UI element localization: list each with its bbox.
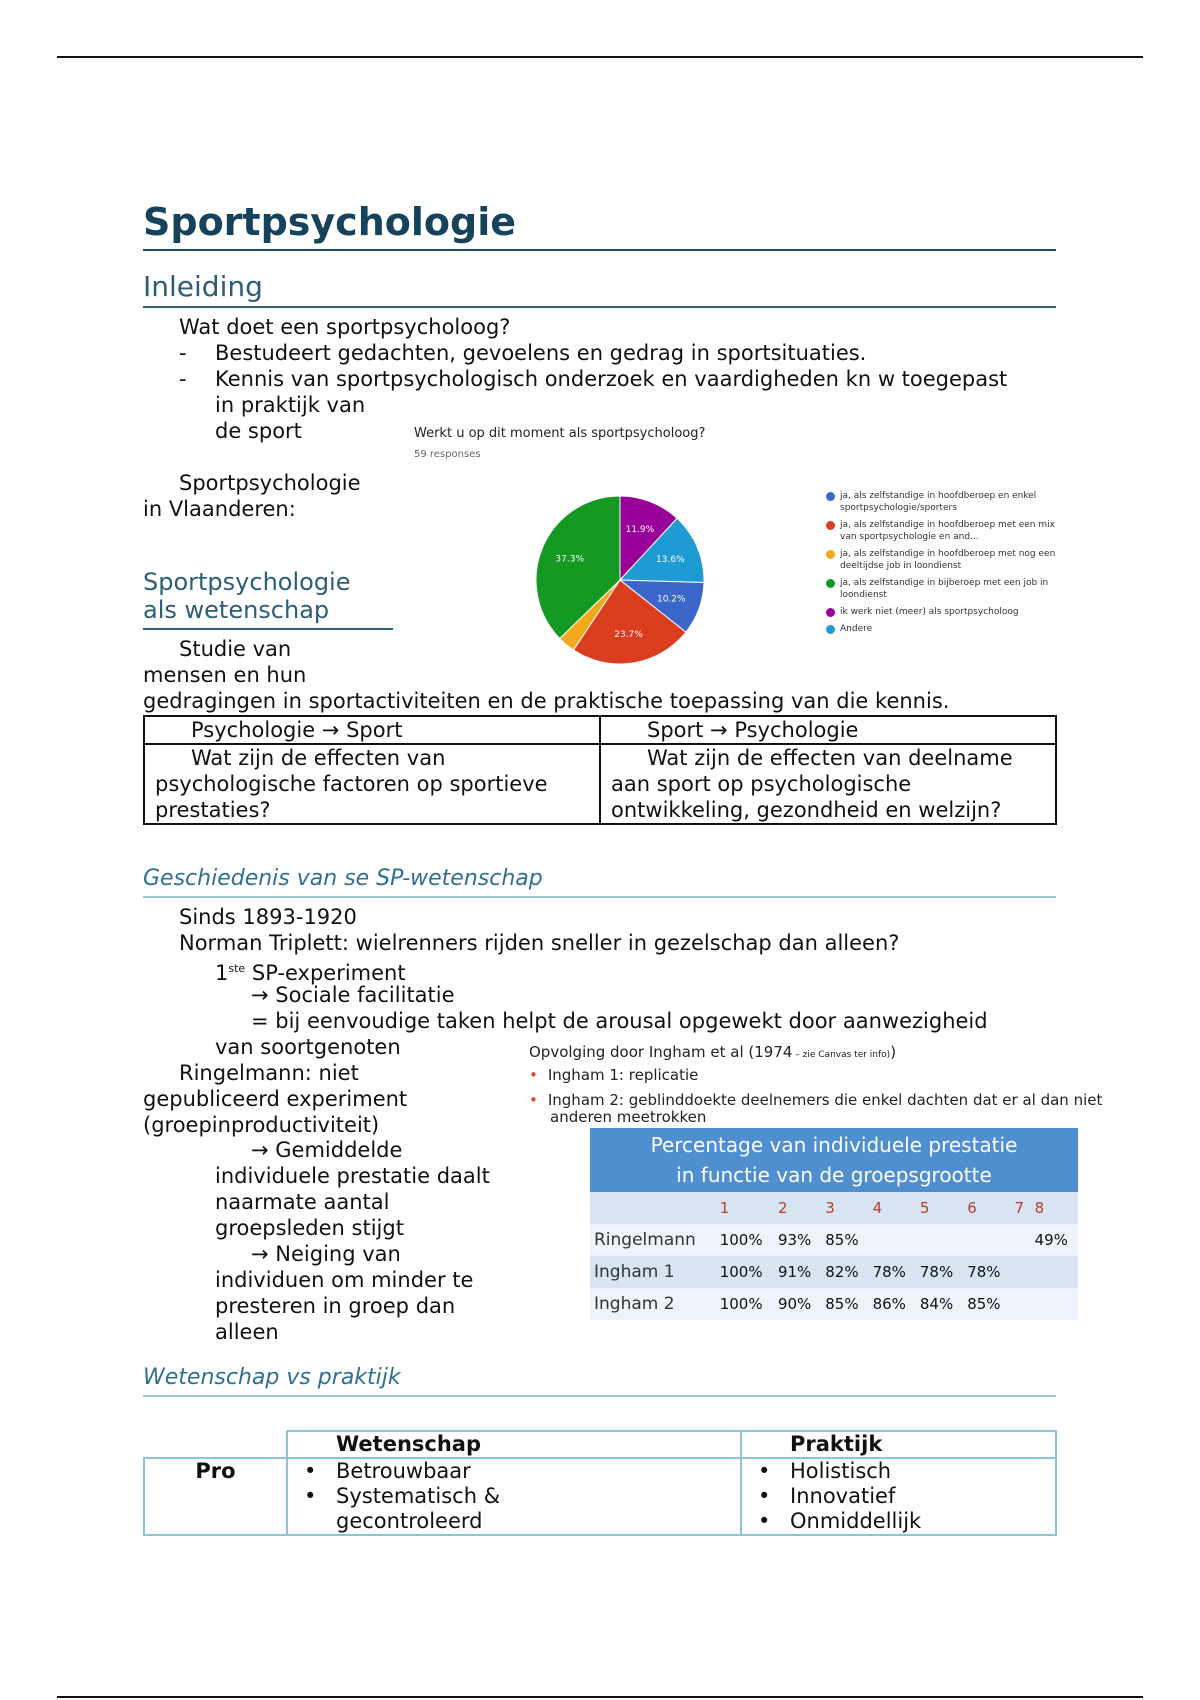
geschiedenis-line: naarmate aantal [215, 1190, 390, 1214]
geschiedenis-line: Sinds 1893-1920 [179, 905, 357, 929]
table-column-header: 4 [869, 1192, 916, 1224]
table-cell [916, 1224, 963, 1256]
legend-swatch [826, 579, 835, 588]
geschiedenis-line: individuele prestatie daalt [215, 1164, 490, 1188]
legend-item [826, 519, 1056, 543]
legend-label: ja, als zelfstandige in hoofdberoep met nog een deeltijdse job in loondienst [840, 549, 1056, 571]
table-cell: 100% [716, 1288, 774, 1320]
legend-label: ik werk niet (meer) als sportpsycholoog [840, 607, 1019, 617]
table-header-cell: Psychologie → Sport [144, 716, 600, 744]
table-cell [741, 1458, 1056, 1535]
geschiedenis-line: 1ste SP-experiment [215, 961, 406, 985]
chart-subtitle: 59 responses [414, 449, 481, 460]
geschiedenis-line: van soortgenoten [215, 1035, 401, 1059]
inleiding-question: Wat doet een sportpsycholoog? [179, 315, 511, 339]
geschiedenis-line: → Sociale facilitatie [251, 983, 455, 1007]
geschiedenis-underline [143, 896, 1056, 898]
legend-item [826, 548, 1056, 572]
table-cell: Wat zijn de effecten van psychologische factoren op sportieve prestaties? [144, 744, 600, 824]
table-cell [1011, 1224, 1031, 1256]
table-row [590, 1256, 1078, 1288]
legend-item [826, 490, 1056, 514]
table-cell: 84% [916, 1288, 963, 1320]
legend-swatch [826, 550, 835, 559]
table-cell: 85% [821, 1288, 868, 1320]
table-cell: 85% [963, 1288, 1010, 1320]
legend-label: ja, als zelfstandige in hoofdberoep en enkel sportpsychologie/sporters [840, 491, 1037, 513]
vlaanderen-line-2: in Vlaanderen: [143, 497, 296, 521]
table-column-header: 1 [716, 1192, 774, 1224]
table-column-header: 6 [963, 1192, 1010, 1224]
legend-label: ja, als zelfstandige in hoofdberoep met een mix van sportpsychologie en and... [840, 520, 1055, 542]
groepsgrootte-table-title: Percentage van individuele prestatie in functie van de groepsgrootte [590, 1128, 1078, 1192]
geschiedenis-line: presteren in groep dan [215, 1294, 456, 1318]
geschiedenis-line: (groepinproductiviteit) [143, 1113, 380, 1137]
table-cell: 78% [869, 1256, 916, 1288]
table-row [590, 1224, 1078, 1256]
geschiedenis-line: → Gemiddelde [251, 1138, 403, 1162]
list-item: - Bestudeert gedachten, gevoelens en gedrag in sportsituaties. [179, 341, 867, 365]
list-item: • Holistisch [750, 1459, 1047, 1484]
pie-slice-label: 10.2% [656, 594, 686, 605]
page-bottom-rule [57, 1696, 1143, 1698]
legend-item [826, 577, 1056, 601]
geschiedenis-line: alleen [215, 1320, 279, 1344]
list-item: - Kennis van sportpsychologisch onderzoek en vaardigheden kn w toegepast [179, 367, 1008, 391]
wetenschap-heading: Sportpsychologie als wetenschap [143, 568, 351, 624]
table-column-header: 2 [774, 1192, 821, 1224]
table-row-label: Ingham 2 [590, 1288, 716, 1320]
chart-legend [826, 490, 1056, 640]
legend-swatch [826, 608, 835, 617]
legend-swatch [826, 521, 835, 530]
table-header-cell: Praktijk [741, 1431, 1056, 1458]
wetenschap-line-3: gedragingen in sportactiviteiten en de praktische toepassing van die kennis. [143, 689, 950, 713]
pie-chart [520, 480, 720, 680]
table-cell [1031, 1288, 1078, 1320]
list-item: • Betrouwbaar [296, 1459, 732, 1484]
inleiding-underline [143, 306, 1056, 308]
table-cell [963, 1224, 1010, 1256]
geschiedenis-line: individuen om minder te [215, 1268, 474, 1292]
pie-slice-label: 11.9% [625, 525, 655, 536]
geschiedenis-heading: Geschiedenis van se SP-wetenschap [143, 866, 543, 891]
wetenschap-line-2: mensen en hun [143, 663, 307, 687]
list-item: • Systematisch & gecontroleerd [296, 1484, 732, 1534]
page-title: Sportpsychologie [143, 200, 516, 244]
list-item: de sport [215, 419, 302, 443]
vs-underline [143, 1395, 1056, 1397]
table-column-header: 8 [1031, 1192, 1078, 1224]
table-row [590, 1192, 1078, 1224]
legend-item [826, 623, 1056, 635]
legend-label: Andere [840, 624, 873, 634]
table-cell: 86% [869, 1288, 916, 1320]
page-top-rule [57, 56, 1143, 58]
table-row-label: Ringelmann [590, 1224, 716, 1256]
wetenschap-underline [143, 628, 393, 630]
geschiedenis-line: gepubliceerd experiment [143, 1087, 408, 1111]
table-row [590, 1288, 1078, 1320]
table-cell: 100% [716, 1224, 774, 1256]
pro-table [143, 1430, 1057, 1536]
title-underline [143, 249, 1056, 251]
list-item: in praktijk van [215, 393, 366, 417]
list-item: • Onmiddellijk [750, 1509, 1047, 1534]
table-cell: 85% [821, 1224, 868, 1256]
legend-label: ja, als zelfstandige in bijberoep met een job in loondienst [840, 578, 1049, 600]
table-cell: 91% [774, 1256, 821, 1288]
pie-slice-label: 13.6% [656, 554, 685, 565]
psychologie-sport-table [143, 715, 1057, 825]
wetenschap-line-1: Studie van [179, 637, 292, 661]
table-column-header: 5 [916, 1192, 963, 1224]
table-cell [1011, 1288, 1031, 1320]
table-cell: 78% [916, 1256, 963, 1288]
geschiedenis-line: Ringelmann: niet [179, 1061, 359, 1085]
table-cell: 78% [963, 1256, 1010, 1288]
table-cell [869, 1224, 916, 1256]
chart-title: Werkt u op dit moment als sportpsycholoog? [414, 426, 706, 441]
table-cell: Wat zijn de effecten van deelname aan sport op psychologische ontwikkeling, gezondheid en welzijn? [600, 744, 1056, 824]
table-cell: 49% [1031, 1224, 1078, 1256]
ingham-bullet-2: • Ingham 2: geblinddoekte deelnemers die enkel dachten dat er al dan niet anderen meetrokken [529, 1091, 1103, 1126]
geschiedenis-line: groepsleden stijgt [215, 1216, 404, 1240]
table-cell: 100% [716, 1256, 774, 1288]
table-cell [287, 1458, 741, 1535]
groepsgrootte-table [590, 1128, 1078, 1320]
pie-slice-label: 23.7% [614, 629, 643, 640]
table-column-header: 7 [1011, 1192, 1031, 1224]
geschiedenis-line: Norman Triplett: wielrenners rijden sneller in gezelschap dan alleen? [179, 931, 900, 955]
geschiedenis-line: = bij eenvoudige taken helpt de arousal opgewekt door aanwezigheid [251, 1009, 988, 1033]
ingham-bullet-1: • Ingham 1: replicatie [529, 1066, 699, 1084]
list-item: • Innovatief [750, 1484, 1047, 1509]
geschiedenis-line: → Neiging van [251, 1242, 401, 1266]
legend-item [826, 606, 1056, 618]
table-cell [1011, 1256, 1031, 1288]
table-cell: 93% [774, 1224, 821, 1256]
vlaanderen-line-1: Sportpsychologie [179, 471, 361, 495]
ingham-title: Opvolging door Ingham et al (1974 – zie Canvas ter info)) [529, 1043, 897, 1061]
table-cell: 82% [821, 1256, 868, 1288]
table-column-header: 3 [821, 1192, 868, 1224]
table-header-cell: Sport → Psychologie [600, 716, 1056, 744]
table-cell: 90% [774, 1288, 821, 1320]
vs-heading: Wetenschap vs praktijk [143, 1365, 401, 1390]
table-row-label: Ingham 1 [590, 1256, 716, 1288]
table-cell [1031, 1256, 1078, 1288]
pie-slice-label: 37.3% [555, 554, 585, 565]
legend-swatch [826, 625, 835, 634]
inleiding-heading: Inleiding [143, 270, 263, 303]
table-header-cell: Wetenschap [287, 1431, 741, 1458]
legend-swatch [826, 492, 835, 501]
table-row-label: Pro [144, 1458, 287, 1535]
